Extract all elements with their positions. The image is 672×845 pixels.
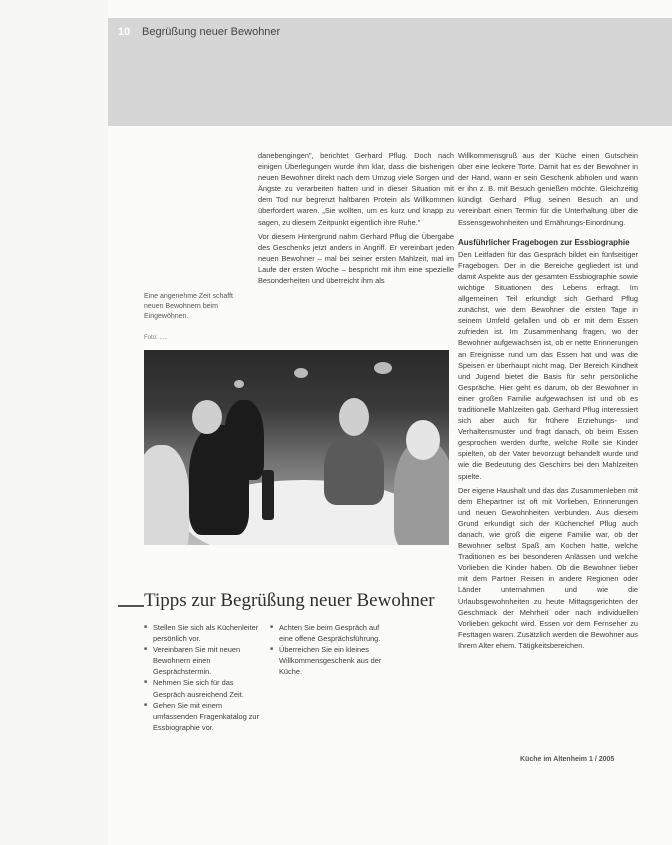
face [406,420,440,460]
paragraph: Vor diesem Hintergrund nahm Gerhard Pflug die Übergabe des Geschenks jetzt anders in Angriff. Er vereinbart jeden neuen Bewohner – mal bei seiner ersten Mahlzeit, mal im Laufe der ersten Woche – bespricht mit ihm eine spezielle Besonderheiten und überreicht ihm als [258,231,454,286]
person [224,400,264,480]
paragraph: Willkommensgruß aus der Küche einen Gutschein über eine leckere Torte. Damit hat es der Bewohner in der Hand, wann er sein Geschenk abholen und wann er ihn z. B. mit Besuch genießen möchte. Gleichzeitig kündigt Gerhard Pflug seinen Besuch an und vereinbart einen Termin für die Unterhaltung über die Essensgewohnheiten und Ernährungs-Einordnung. [458,151,638,227]
section-label: Begrüßung neuer Bewohner [142,26,281,38]
list-item: ■ Nehmen Sie sich für das Gespräch ausreichend Zeit. [144,677,262,699]
footer-publication: Küche im Altenheim 1 / 2005 [520,756,615,763]
article-column-right [458,150,638,654]
face [339,398,369,436]
person [324,435,384,505]
ceiling-light [294,368,308,378]
person [144,445,189,545]
tips-list-left [144,622,262,733]
paragraph: danebengingen", berichtet Gerhard Pflug. Doch nach einigen Überlegungen wurde ihm klar, dass die bisherigen neuen Bewohner direkt nach dem Umzug viele Sorgen und Ängste zu verarbeiten hatten und in dieser Situation mit dem Tod nur begrenzt haltbaren Protein als Willkommen überfordert waren. „Sie wollten, um es kurz und knapp zu sagen, zu diesem Zeitpunkt eigentlich ihre Ruhe." [258,151,454,227]
article-column-middle [258,150,454,289]
bottle [262,470,274,520]
list-item: ■ Gehen Sie mit einem umfassenden Fragenkatalog zur Essbiographie vor. [144,700,262,733]
photo-credit: Foto: ..... [144,335,168,341]
scan-margin [0,0,108,845]
tips-list-right [270,622,388,677]
face [192,400,222,434]
tips-title: Tipps zur Begrüßung neuer Bewohner [144,590,435,611]
page-number: 10 [118,26,131,38]
tips-rule [118,605,144,607]
ceiling-light [374,362,392,374]
dining-photo [144,350,449,545]
list-item: ■ Stellen Sie sich als Küchenleiter persönlich vor. [144,622,262,644]
list-item: ■ Vereinbaren Sie mit neuen Bewohnern einen Gesprächstermin. [144,644,262,677]
list-item: ■ Achten Sie beim Gespräch auf eine offene Gesprächsführung. [270,622,388,644]
subheading: Ausführlicher Fragebogen zur Essbiographie [458,237,630,247]
photo-caption: Eine angenehme Zeit schafft neuen Bewohnern beim Eingewöhnen. [144,293,233,320]
ceiling-light [234,380,244,388]
paragraph: Den Leitfaden für das Gespräch bildet ein fünfseitiger Fragebogen. Der in die Bereiche gegliedert ist und damit Aspekte aus der gesamten Essbiographie sowie wichtige Situationen des Lebens erfragt. Im allgemeinen Teil erkundigt sich Gerhard Pflug zunächst, wie dem Bewohner die ersten Tage in seinem Umfeld gefallen und ob er mit dem Essen zufrieden ist. Im Zusammenhang fragen, wo der Bewohner aufgewachsen ist, ob er nette Erinnerungen an Ereignisse rund um das Essen hat und was die Speisen er überhaupt nicht mag. Der Bereich Kindheit und Jugend bietet die Basis für sehr persönliche Gespräche. Hier geht es darum, ob der Bewohner in einer großen Familie aufgewachsen ist und ob es traditionelle Mahlzeiten gab. Gerhard Pflug interessiert sich aber auch für frühere Erziehungs- und Verhaltensmuster und fragt danach, ob beim Essen gesprochen werden durfte, welche Rolle sie Kinder spielten, ob der Vater bevorzugt behandelt wurde und wie die Bedeutung des Geschirrs bei den Mahlzeiten spielte. [458,249,638,481]
list-item: ■ Überreichen Sie ein kleines Willkommensgeschenk aus der Küche. [270,644,388,677]
paragraph: Der eigene Haushalt und das das Zusammenleben mit dem Ehepartner ist oft mit Vorlieben, Erinnerungen und neuen Gewohnheiten verbunden. Aus diesem Grund erkundigt sich der Küchenchef Pflug auch danach, wie groß die eigene Familie war, ob der Bewohner selbst Spaß am Kochen hatte, welche Traditionen es bei besonderen Anlässen und welche Vorlieben die Kinder haben. Ob die Bewohner lieber mit dem Partner Reisen in andere Regionen oder Länder unternahmen und wie die Urlaubsgewohnheiten zu heute Mittagsgerichten der Geschmack der Mehrheit oder nach individuellen Vorlieben gekocht wird. Essen vor dem Fernseher zu Festtagen waren. Zusätzlich werden die Bewohner aus Ihrem Alter ehem. Tätigkeitsbereichen. [458,485,638,650]
